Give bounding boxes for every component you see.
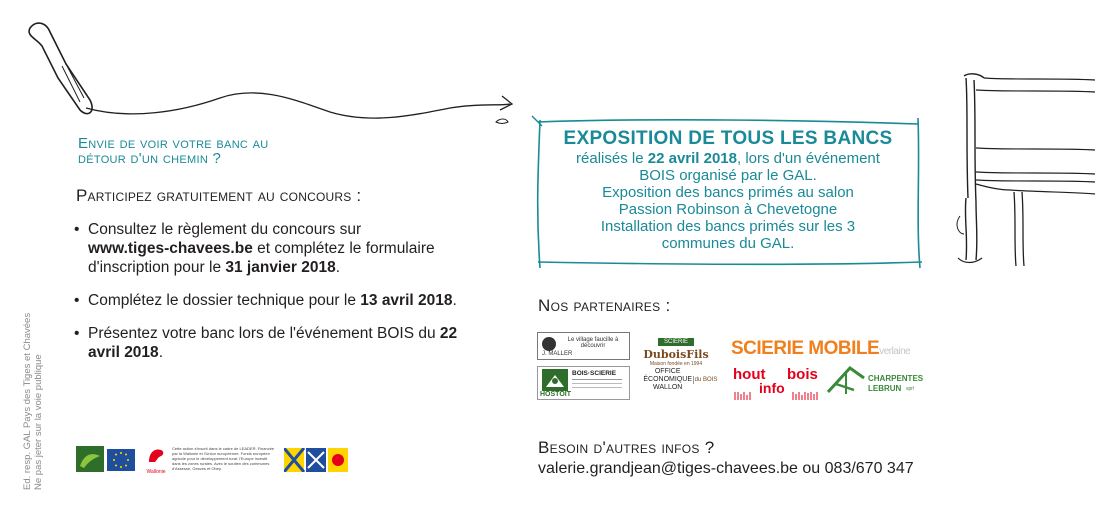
hotoit-logo [537, 366, 630, 400]
expo-l1-date: 22 avril 2018 [647, 150, 737, 167]
leader-logo-icon [76, 446, 104, 472]
contact-line[interactable]: valerie.grandjean@tiges-chavees.be ou 083/670 347 [538, 460, 914, 477]
hotoit-name: HOSTOIT [540, 391, 571, 398]
gallery-logo [537, 332, 630, 360]
list-item [72, 220, 492, 277]
step-1-text: Consultez le règlement du concours sur [88, 221, 362, 238]
dubois-fils-logo [643, 330, 709, 367]
exhibition-line-3: Exposition des bancs primés au salon [602, 184, 854, 201]
step-1-end: . [335, 259, 340, 276]
step-3-date: 22 avril 2018 [88, 325, 458, 361]
info-text: info [759, 380, 785, 396]
step-1-date: 31 janvier 2018 [225, 259, 336, 276]
hotoit-sub: BOIS·SCIERIE [572, 370, 617, 377]
hout-text: hout [733, 366, 766, 383]
more-info-heading: Besoin d'autres infos ? [538, 438, 715, 457]
dubois-sub: Maison fondée en 1994 [649, 361, 703, 367]
legal-line-1: Ed. resp. GAL Pays des Tiges et Chavées [22, 312, 33, 490]
dubois-name: DuboisFils [643, 348, 709, 361]
gallery-name: J. MALLER [542, 351, 573, 357]
exhibition-box [538, 124, 918, 264]
hotoit-divider [572, 379, 622, 380]
gallery-mark-icon [542, 337, 556, 351]
legal-notice [22, 270, 44, 490]
expo-l1-post: , lors d'un événement [737, 150, 880, 167]
hout-bois-info-logo [733, 366, 821, 400]
bench-drawing-icon [950, 68, 1095, 278]
dubois-tag: SCIERIE [658, 338, 694, 346]
eu-stars-icon [107, 449, 135, 471]
roof-frame-icon [826, 364, 866, 396]
step-1-mid: et complétez le formulaire d'inscription pour le [88, 240, 435, 276]
exhibition-line-5: Installation des bancs primés sur les 3 [600, 218, 856, 235]
decorative-chisel-line-icon [0, 0, 540, 140]
exhibition-line-2: BOIS organisé par le GAL. [639, 167, 817, 184]
bois-text: bois [787, 366, 818, 383]
office-economique-wallon-logo [643, 368, 718, 396]
exhibition-line-4: Passion Robinson à Chevetogne [618, 201, 838, 218]
hotoit-divider [572, 387, 622, 388]
gallery-text: Le village faucille à découvrir [567, 337, 619, 349]
eu-flag-icon [107, 449, 135, 471]
question-line-2: détour d'un chemin ? [78, 150, 222, 167]
exhibition-line-1 [538, 150, 918, 167]
lebrun-line-1: CHARPENTES [868, 374, 924, 383]
barcode-icon [733, 392, 821, 400]
list-item [72, 291, 492, 310]
list-item [72, 324, 492, 362]
steps-list [72, 220, 492, 376]
partners-heading: Nos partenaires : [538, 296, 671, 315]
expo-l1-pre: réalisés le [576, 150, 648, 167]
scierie-mobile-logo [731, 338, 910, 360]
scierie-sub: verlaine [879, 346, 911, 357]
charpentes-lebrun-logo [826, 364, 926, 398]
question-title [78, 136, 269, 166]
communes-coat-of-arms-icon [284, 448, 348, 472]
question-line-1: Envie de voir votre banc au [78, 135, 269, 152]
website-link[interactable]: www.tiges-chavees.be [88, 240, 253, 257]
participate-heading: Participez gratuitement au concours : [76, 186, 362, 205]
leader-funding-text: Cette action s'inscrit dans le cadre de LEADER. Financée par la Wallonie et l'Union européenne. Fonds européen agricole pour le développement rural: l'Europe investit dans les zones rurales. Avec le soutien des communes d'Assesse, Gesves et Ohey. [172, 446, 275, 471]
legal-line-2: Ne pas jeter sur la voie publique [33, 354, 44, 490]
step-2-end: . [452, 292, 457, 309]
office-line-4: du BOIS [694, 377, 718, 383]
lebrun-line-3: sprl [906, 386, 915, 392]
wallonie-label: Wallonie [146, 469, 166, 475]
step-3-end: . [158, 344, 163, 361]
exhibition-line-6: communes du GAL. [661, 235, 795, 252]
exhibition-title: EXPOSITION DE TOUS LES BANCS [563, 128, 893, 149]
hotoit-divider [572, 383, 622, 384]
lebrun-line-2: LEBRUN [868, 384, 902, 393]
office-line-2: ÉCONOMIQUE [643, 376, 692, 383]
rooster-icon [146, 446, 166, 464]
step-2-text: Complétez le dossier technique pour le [88, 292, 361, 309]
scierie-name: SCIERIE MOBILE [731, 338, 880, 359]
wallonie-logo [146, 446, 166, 475]
office-line-1: OFFICE [654, 368, 681, 375]
office-line-3: WALLON [653, 384, 683, 391]
step-2-date: 13 avril 2018 [360, 292, 453, 309]
step-3-text: Présentez votre banc lors de l'événement BOIS du [88, 325, 440, 342]
